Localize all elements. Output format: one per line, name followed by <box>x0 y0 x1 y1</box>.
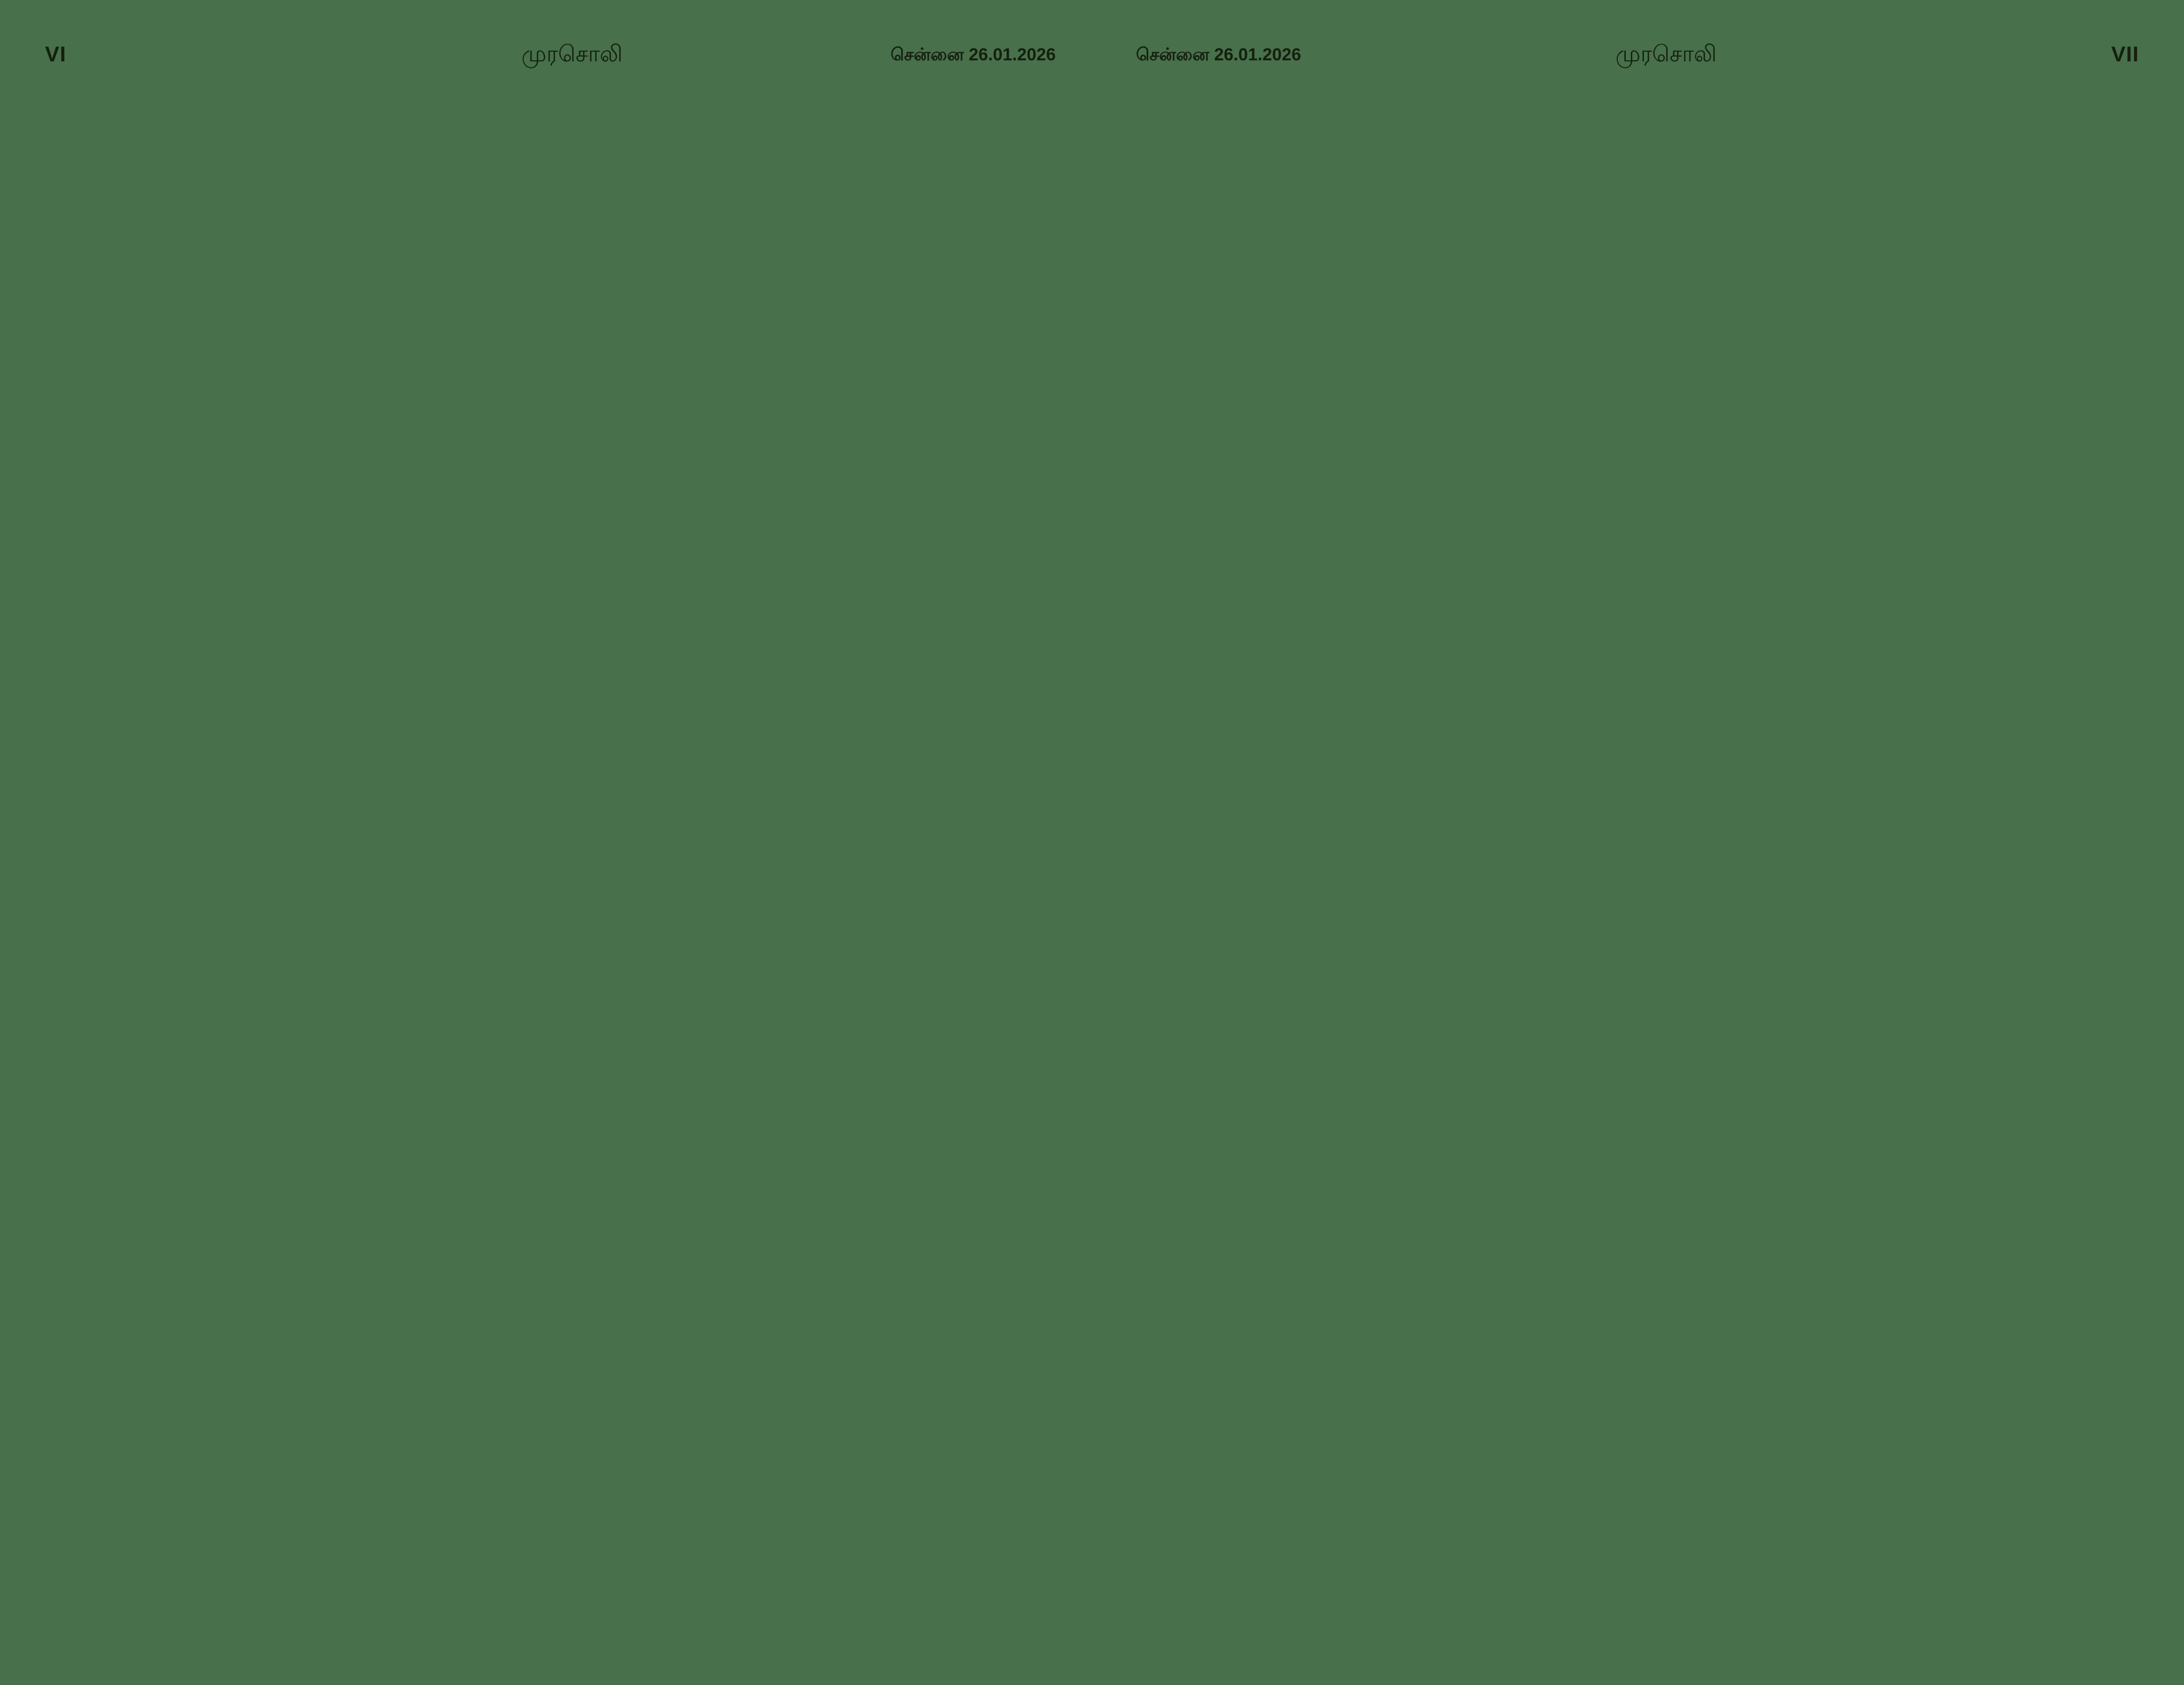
folio-left: VI <box>45 42 66 66</box>
masthead-strip <box>0 0 2184 107</box>
folio-right: VII <box>2111 42 2139 66</box>
dateline-right: சென்னை 26.01.2026 <box>1136 45 1302 64</box>
publication-title-right: முரசொலி <box>1616 41 1717 66</box>
dateline-left: சென்னை 26.01.2026 <box>891 45 1056 64</box>
publication-title-left: முரசொலி <box>521 41 623 66</box>
page-content-area <box>0 107 2184 1685</box>
